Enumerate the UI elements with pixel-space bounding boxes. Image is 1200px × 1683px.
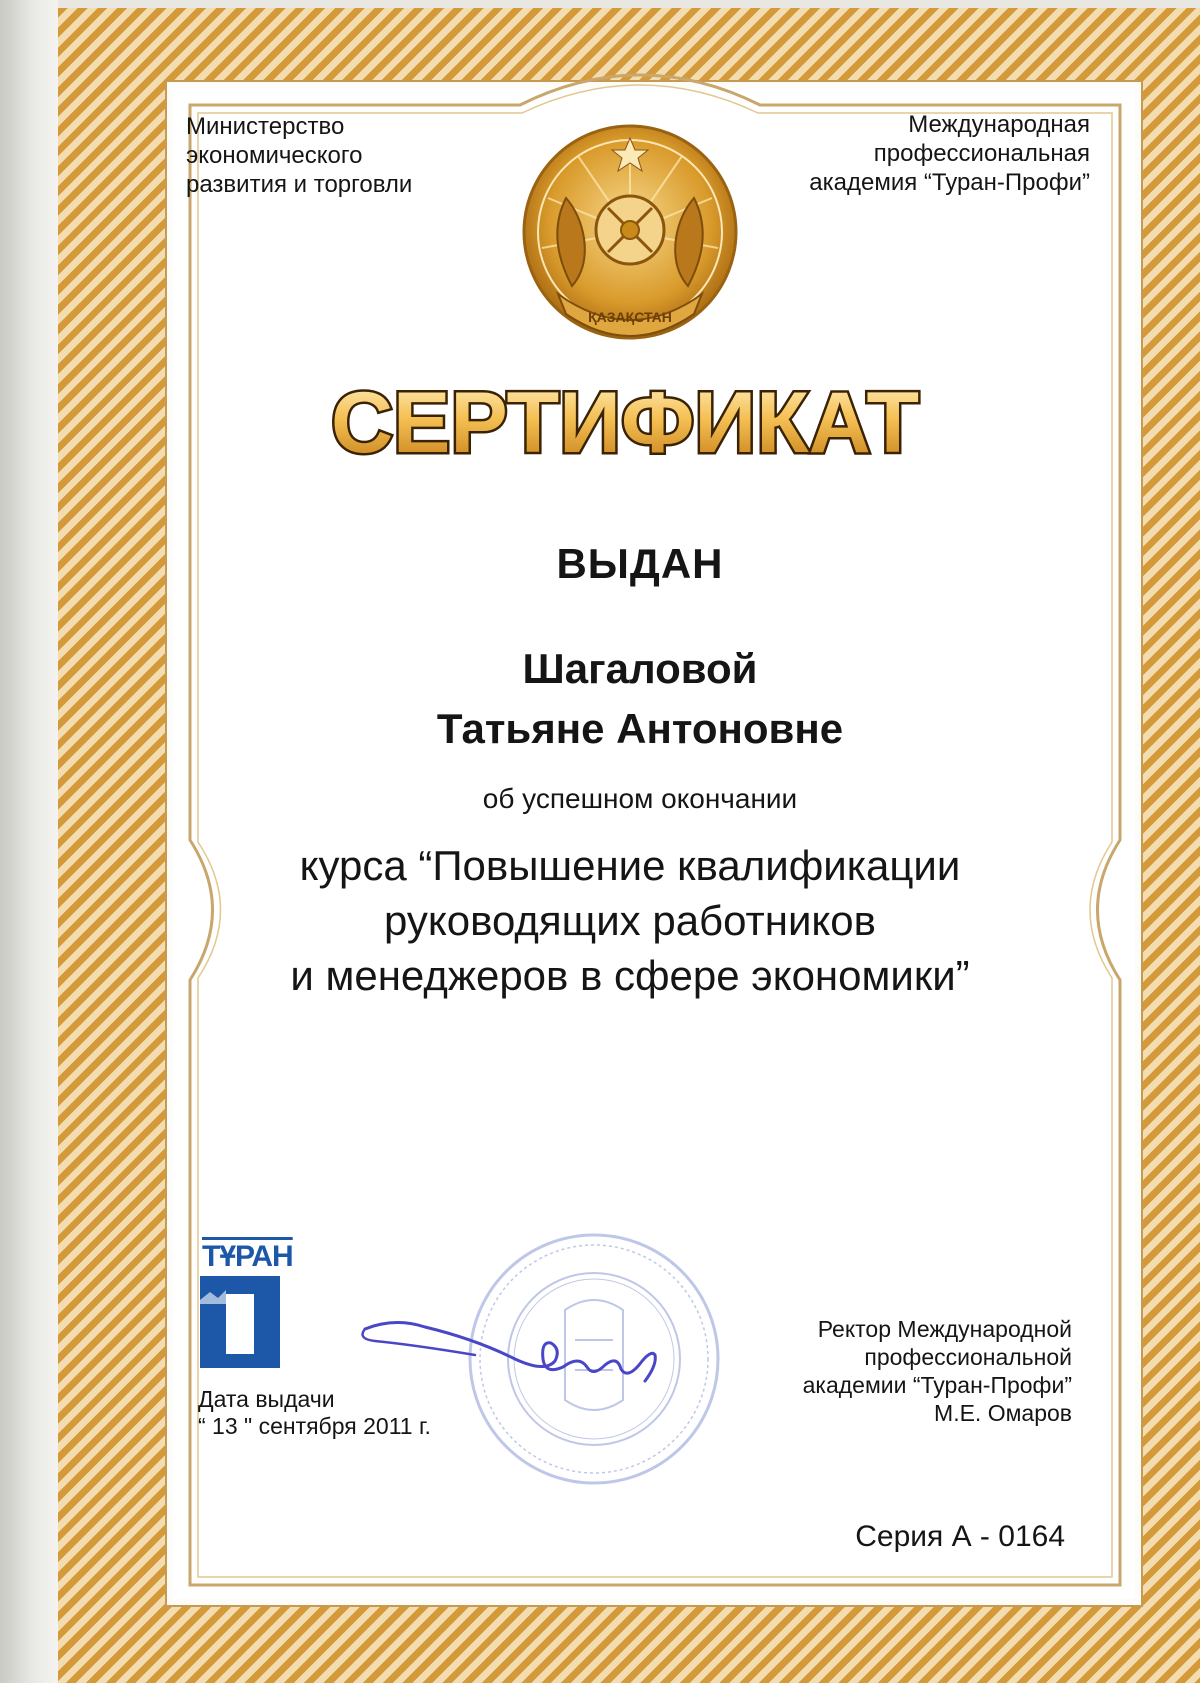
logo-subtitle: ПРОФИ [223,1276,273,1291]
academy-line: академия “Туран-Профи” [809,169,1090,196]
academy-name [770,110,1090,197]
rector-name: М.Е. Омаров [934,1400,1072,1426]
ministry-name [186,112,486,199]
course-line: курса “Повышение квалификации [299,842,961,889]
ministry-line: Министерство [186,113,345,140]
academy-line: Международная [908,111,1090,138]
issue-date-label: Дата выдачи [198,1386,335,1412]
course-line: и менеджеров в сфере экономики” [290,952,970,999]
course-line: руководящих работников [384,897,876,944]
issue-date-value: “ 13 " сентября 2011 г. [198,1413,431,1439]
emblem-ribbon-text: ҚАЗАҚСТАН [588,309,672,325]
academy-line: профессиональная [873,140,1090,167]
recipient-surname: Шагаловой [522,645,758,692]
ministry-line: экономического [186,142,363,169]
logo-wordmark: ТҰРАН [202,1240,293,1273]
certificate-title [315,372,935,482]
issued-label: ВЫДАН [556,540,724,587]
state-emblem-icon [518,118,742,352]
ministry-line: развития и торговли [186,171,413,198]
recipient-given-names: Татьяне Антоновне [436,705,844,752]
rector-line: профессиональной [864,1344,1072,1370]
certificate-title-text: СЕРТИФИКАТ [330,375,920,471]
completion-text: об успешном окончании [482,783,798,814]
rector-line: академии “Туран-Профи” [802,1372,1072,1398]
rector-signature [355,1315,680,1390]
rector-line: Ректор Международной [817,1316,1072,1342]
rector-block [740,1315,1072,1427]
series-number: Серия А - 0164 [855,1520,1065,1553]
course-title [200,838,1060,1003]
